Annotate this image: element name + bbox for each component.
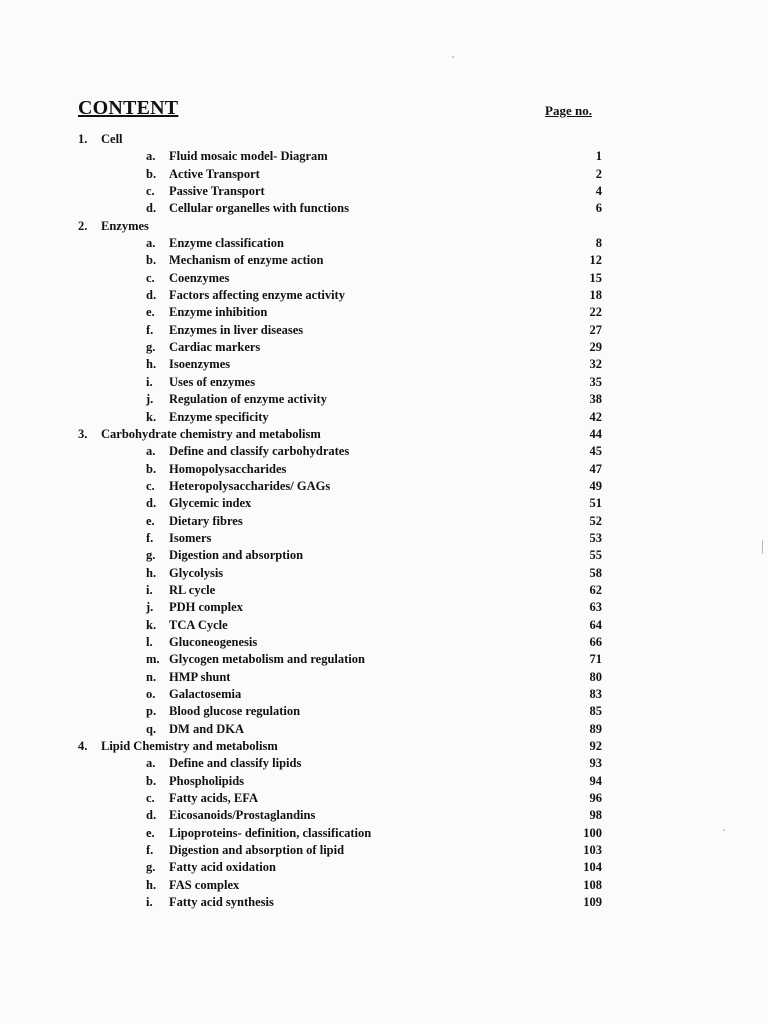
item-title: Regulation of enzyme activity: [169, 392, 327, 407]
toc-item-row: [0, 669, 768, 686]
item-title: Uses of enzymes: [169, 374, 256, 389]
item-letter: e.: [146, 305, 155, 320]
item-title: Digestion and absorption of lipid: [169, 843, 345, 858]
item-letter: k.: [146, 409, 157, 424]
item-title: Phospholipids: [169, 773, 245, 788]
page-number: 89: [589, 721, 602, 736]
page-number: 109: [583, 895, 602, 910]
item-letter: c.: [146, 478, 155, 493]
page-number: 6: [595, 201, 602, 216]
toc-item-row: [0, 651, 768, 668]
toc-item-row: [0, 599, 768, 616]
toc-item-row: [0, 877, 768, 894]
page-number: 44: [589, 426, 602, 441]
page-number: 12: [589, 253, 602, 268]
toc-item-row: [0, 166, 768, 183]
page-number: 108: [583, 877, 602, 892]
page-number: 92: [589, 739, 602, 754]
page-number: 58: [589, 565, 602, 580]
item-letter: a.: [146, 149, 156, 164]
toc-section-row: [0, 131, 768, 148]
item-letter: h.: [146, 565, 157, 580]
item-letter: d.: [146, 808, 157, 823]
item-letter: d.: [146, 201, 157, 216]
scan-speck: [452, 56, 454, 58]
item-letter: f.: [146, 322, 154, 337]
page-number: 53: [589, 530, 602, 545]
item-letter: c.: [146, 270, 155, 285]
toc-item-row: [0, 270, 768, 287]
section-title: Enzymes: [101, 218, 149, 233]
item-letter: b.: [146, 461, 157, 476]
page-number: 83: [589, 687, 602, 701]
toc-item-row: [0, 859, 768, 876]
toc-item-row: [0, 617, 768, 634]
page-number: 64: [589, 617, 602, 632]
item-title: Eicosanoids/Prostaglandins: [169, 808, 316, 823]
item-letter: o.: [146, 687, 156, 701]
page-number-column-heading: Page no.: [545, 103, 592, 118]
item-letter: e.: [146, 513, 155, 528]
page-number: 15: [589, 270, 602, 285]
section-number: 3.: [78, 426, 88, 441]
toc-item-row: [0, 530, 768, 547]
item-title: PDH complex: [169, 600, 243, 615]
page-number: 27: [589, 322, 602, 337]
item-title: Enzyme inhibition: [169, 305, 268, 320]
item-title: Homopolysaccharides: [169, 461, 287, 476]
toc-item-row: [0, 755, 768, 772]
item-letter: q.: [146, 721, 157, 736]
toc-item-row: [0, 235, 768, 252]
page-number: 98: [589, 808, 602, 823]
item-title: Define and classify carbohydrates: [169, 444, 350, 459]
page-number: 22: [589, 305, 602, 320]
toc-item-row: [0, 790, 768, 807]
item-letter: n.: [146, 669, 157, 684]
toc-item-row: [0, 495, 768, 512]
item-title: Galactosemia: [169, 687, 242, 701]
item-title: HMP shunt: [169, 669, 231, 684]
toc-section-row: [0, 218, 768, 235]
item-title: RL cycle: [169, 582, 216, 597]
toc-section-row: [0, 426, 768, 443]
toc-item-row: [0, 721, 768, 738]
item-title: DM and DKA: [169, 721, 245, 736]
item-letter: b.: [146, 773, 157, 788]
item-title: TCA Cycle: [169, 617, 228, 632]
toc-item-row: [0, 409, 768, 426]
item-title: Dietary fibres: [169, 513, 243, 528]
page-number: 47: [589, 461, 602, 476]
item-letter: i.: [146, 895, 153, 910]
item-title: Passive Transport: [169, 184, 265, 199]
toc-item-row: [0, 391, 768, 408]
item-title: Fatty acid oxidation: [169, 860, 276, 875]
item-letter: a.: [146, 236, 156, 251]
toc-item-row: [0, 582, 768, 599]
page-number: 35: [589, 374, 602, 389]
toc-item-row: [0, 200, 768, 217]
item-title: Fatty acids, EFA: [169, 791, 258, 806]
table-of-contents: [0, 131, 768, 911]
toc-item-row: [0, 686, 768, 703]
item-title: Digestion and absorption: [169, 548, 304, 563]
page-number: 55: [589, 548, 602, 563]
section-title: Carbohydrate chemistry and metabolism: [101, 426, 321, 441]
item-letter: a.: [146, 444, 156, 459]
scan-speck: [723, 829, 725, 831]
page-number: 52: [589, 513, 602, 528]
page-number: 4: [595, 184, 602, 199]
item-title: Enzyme specificity: [169, 409, 269, 424]
toc-item-row: [0, 842, 768, 859]
item-title: Enzymes in liver diseases: [169, 322, 304, 337]
toc-item-row: [0, 322, 768, 339]
toc-item-row: [0, 825, 768, 842]
item-letter: g.: [146, 548, 156, 563]
page-number: 93: [589, 756, 602, 771]
item-title: Enzyme classification: [169, 236, 284, 251]
item-letter: k.: [146, 617, 157, 632]
item-title: Fatty acid synthesis: [169, 895, 274, 910]
page-number: 63: [589, 600, 602, 615]
item-letter: c.: [146, 791, 155, 806]
page-number: 71: [589, 652, 602, 667]
scan-speck: [762, 540, 763, 554]
item-letter: f.: [146, 843, 154, 858]
section-number: 1.: [78, 132, 88, 146]
item-title: Blood glucose regulation: [169, 704, 301, 719]
toc-item-row: [0, 461, 768, 478]
toc-item-row: [0, 374, 768, 391]
page-number: 85: [589, 704, 602, 719]
item-letter: d.: [146, 288, 157, 303]
toc-item-row: [0, 807, 768, 824]
item-letter: e.: [146, 825, 155, 840]
item-letter: f.: [146, 530, 154, 545]
item-letter: b.: [146, 166, 157, 181]
item-letter: h.: [146, 357, 157, 372]
page-number: 2: [595, 166, 602, 181]
toc-item-row: [0, 547, 768, 564]
toc-item-row: [0, 703, 768, 720]
toc-item-row: [0, 252, 768, 269]
page-number: 104: [583, 860, 602, 875]
page-number: 1: [595, 149, 602, 164]
page-number: 62: [589, 582, 602, 597]
page-number: 8: [595, 236, 602, 251]
item-title: Fluid mosaic model- Diagram: [169, 149, 328, 164]
section-title: Cell: [101, 132, 123, 146]
item-title: FAS complex: [169, 877, 240, 892]
item-letter: i.: [146, 374, 153, 389]
item-letter: a.: [146, 756, 156, 771]
page-number: 66: [589, 634, 602, 649]
item-letter: g.: [146, 860, 156, 875]
page-number: 45: [589, 444, 602, 459]
item-letter: b.: [146, 253, 157, 268]
item-letter: m.: [146, 652, 160, 667]
item-title: Glycogen metabolism and regulation: [169, 652, 365, 667]
section-number: 4.: [78, 739, 88, 754]
item-title: Cellular organelles with functions: [169, 201, 349, 216]
section-title: Lipid Chemistry and metabolism: [101, 739, 278, 754]
item-title: Define and classify lipids: [169, 756, 302, 771]
item-title: Heteropolysaccharides/ GAGs: [169, 478, 331, 493]
page-number: 29: [589, 340, 602, 355]
item-title: Gluconeogenesis: [169, 634, 258, 649]
toc-section-row: [0, 738, 768, 755]
item-letter: c.: [146, 184, 155, 199]
item-title: Glycolysis: [169, 565, 224, 580]
toc-item-row: [0, 339, 768, 356]
item-letter: d.: [146, 496, 157, 511]
page-number: 103: [583, 843, 602, 858]
toc-item-row: [0, 773, 768, 790]
item-title: Active Transport: [169, 166, 260, 181]
section-number: 2.: [78, 218, 88, 233]
item-title: Lipoproteins- definition, classification: [169, 825, 372, 840]
page-number: 38: [589, 392, 602, 407]
toc-item-row: [0, 356, 768, 373]
page-number: 96: [589, 791, 602, 806]
toc-item-row: [0, 304, 768, 321]
toc-item-row: [0, 443, 768, 460]
toc-item-row: [0, 148, 768, 165]
page-number: 80: [589, 669, 602, 684]
item-title: Mechanism of enzyme action: [169, 253, 324, 268]
toc-item-row: [0, 565, 768, 582]
toc-item-row: [0, 513, 768, 530]
page-number: 42: [589, 409, 602, 424]
item-letter: h.: [146, 877, 157, 892]
page-number: 51: [589, 496, 602, 511]
toc-item-row: [0, 183, 768, 200]
page-number: 32: [589, 357, 602, 372]
item-letter: i.: [146, 582, 153, 597]
item-title: Cardiac markers: [169, 340, 261, 355]
page-number: 94: [589, 773, 602, 788]
toc-item-row: [0, 894, 768, 911]
item-title: Factors affecting enzyme activity: [169, 288, 345, 303]
item-title: Coenzymes: [169, 270, 230, 285]
toc-item-row: [0, 287, 768, 304]
page-number: 49: [589, 478, 602, 493]
toc-item-row: [0, 478, 768, 495]
page-number: 100: [583, 825, 602, 840]
page-title: CONTENT: [78, 97, 179, 119]
item-title: Isomers: [169, 530, 212, 545]
item-letter: g.: [146, 340, 156, 355]
item-title: Glycemic index: [169, 496, 252, 511]
page-number: 18: [589, 288, 602, 303]
item-title: Isoenzymes: [169, 357, 231, 372]
toc-item-row: [0, 634, 768, 651]
item-letter: l.: [146, 634, 153, 649]
item-letter: j.: [146, 600, 154, 615]
item-letter: p.: [146, 704, 157, 719]
item-letter: j.: [146, 392, 154, 407]
